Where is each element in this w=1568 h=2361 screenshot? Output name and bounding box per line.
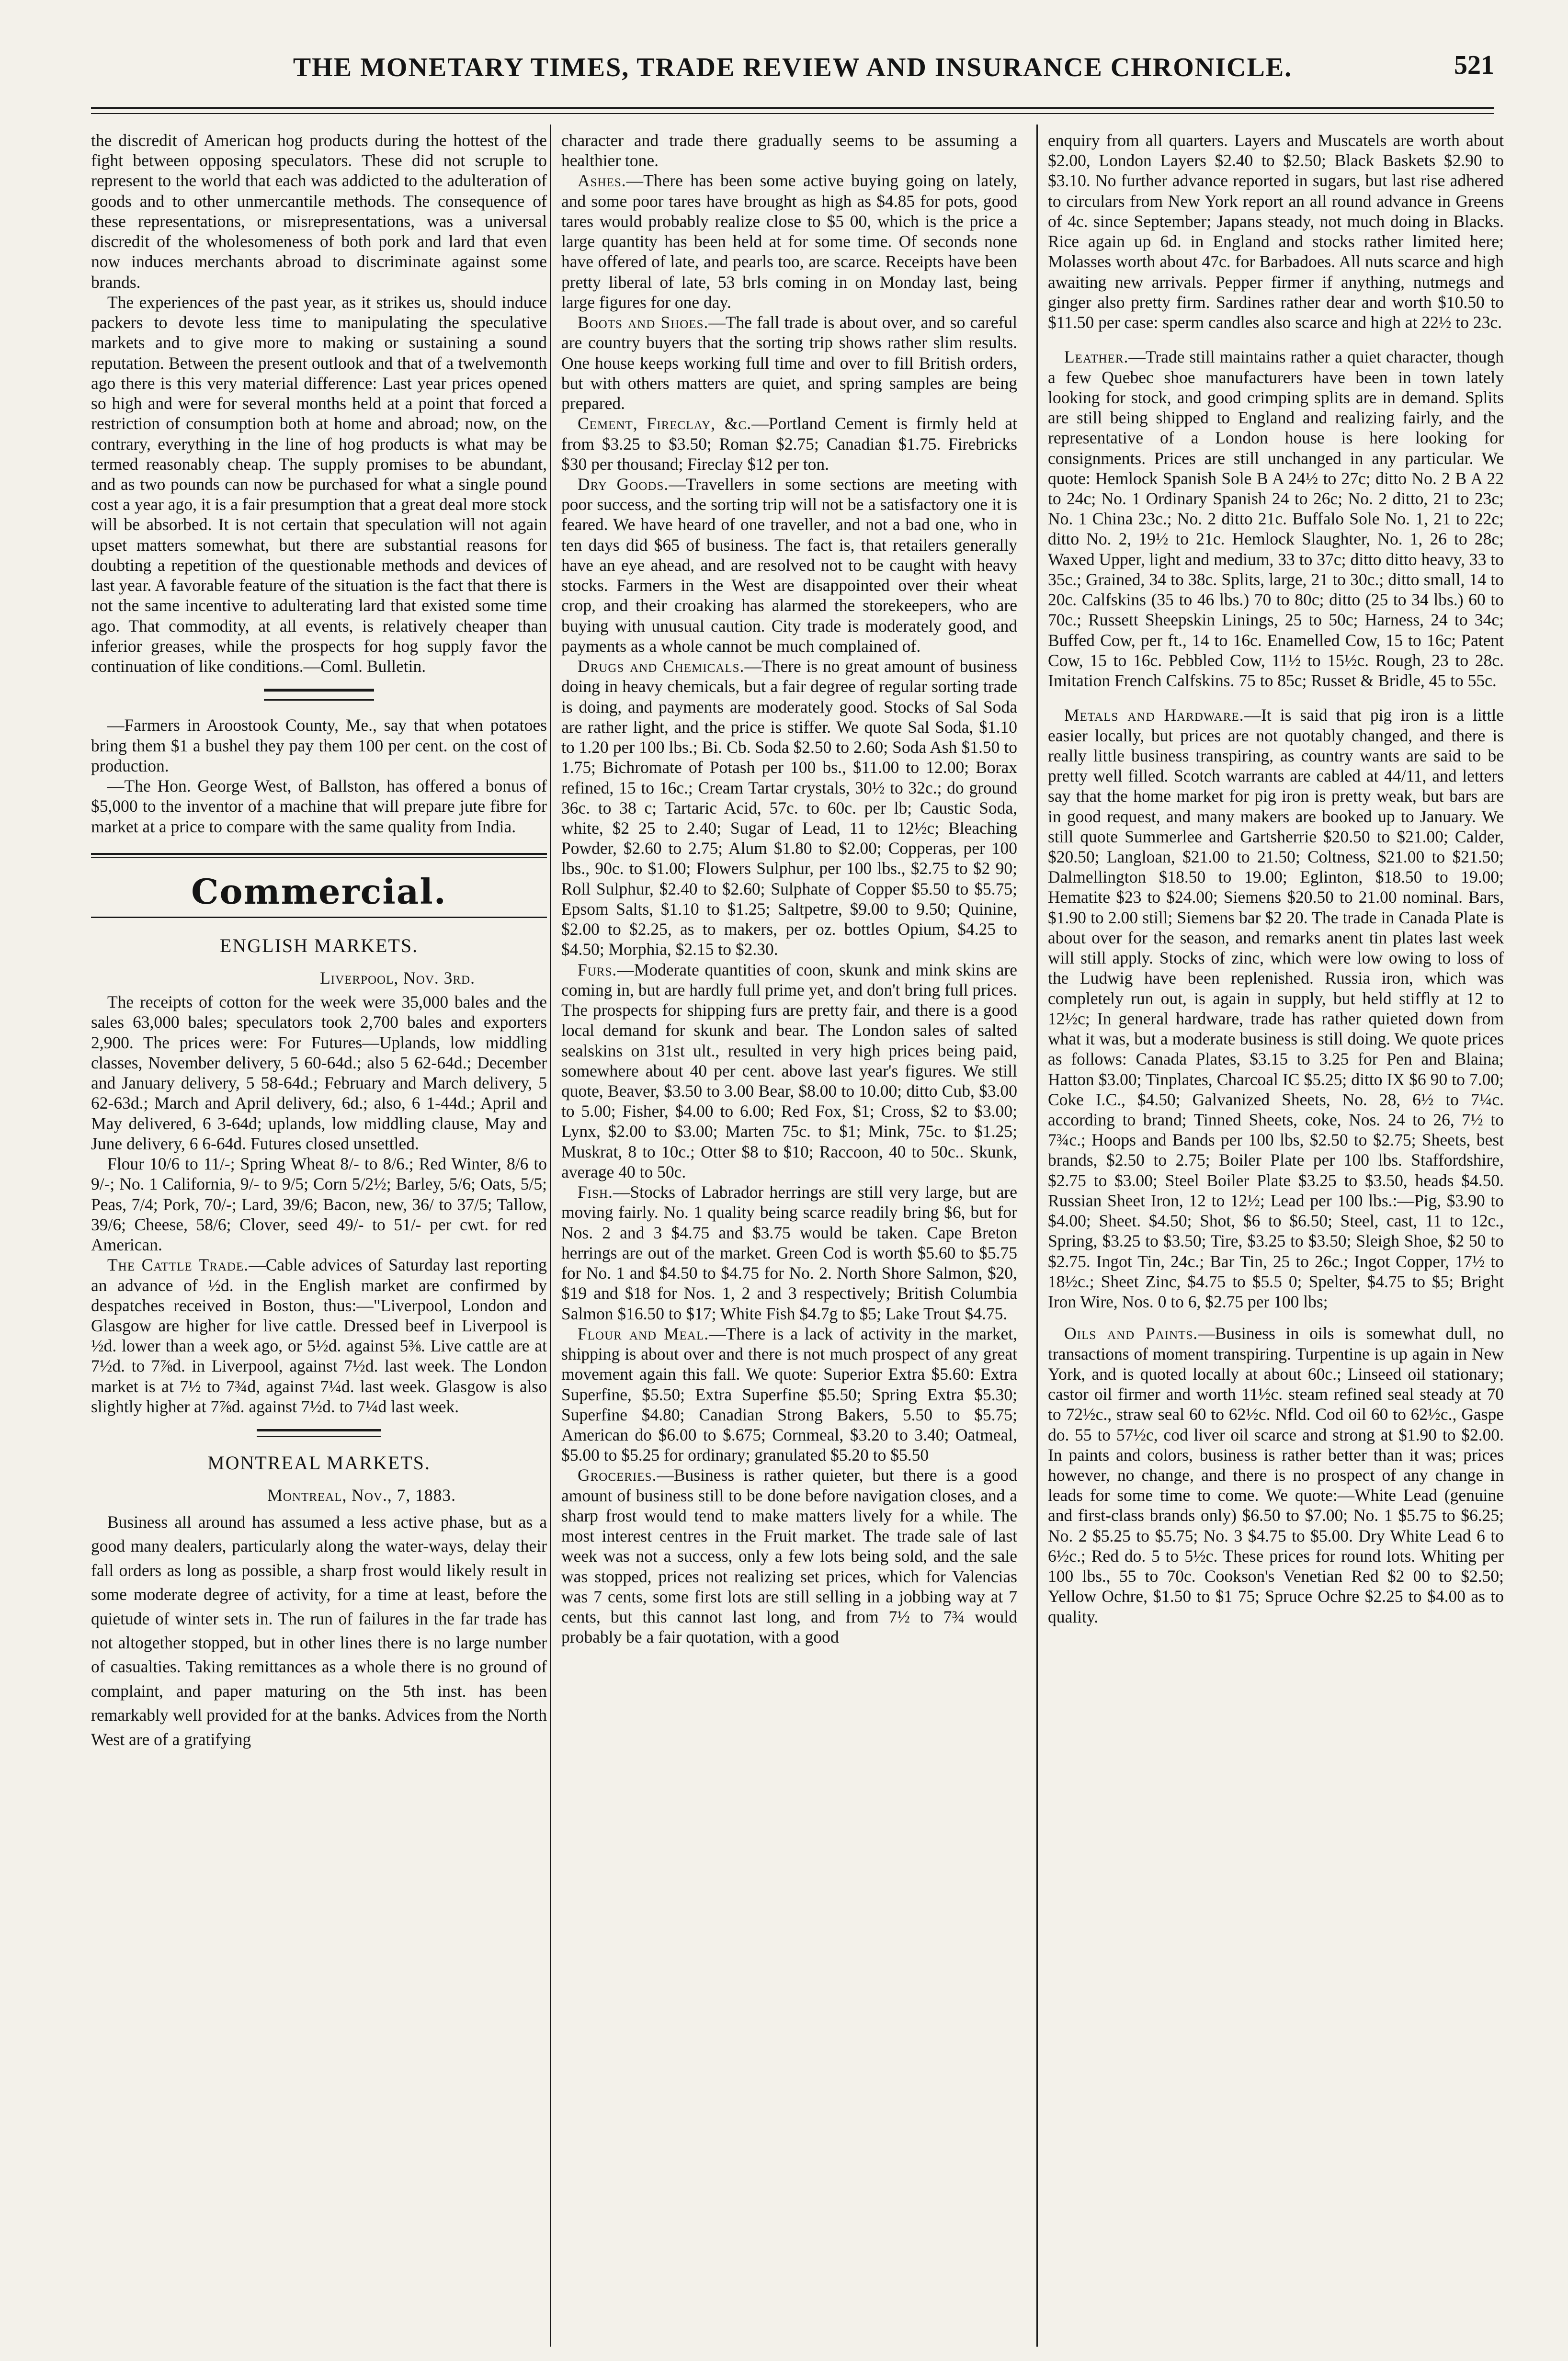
market-fish: Fish.—Stocks of Labrador herrings are still very large, but are moving fairly. No. 1 quality being scarce readily bring $6, but for Nos. 2 and 3 $4.75 and $3.75 would be taken. Cape Breton herrings are out of the market. Green Cod is worth $5.60 to $5.75 for No. 1 and $4.50 to $4.75 for No. 2. North Shore Salmon, $20, $19 and $18 for Nos. 1, 2 and 3 respectively; British Columbia Salmon $16.50 to $17; White Fish $4.7g to $5; Lake Trout $4.75. [561,1182,1017,1323]
article-paragraph: enquiry from all quarters. Layers and Muscatels are worth about $2.00, London Layers $2.40 to $2.50; Black Baskets $2.90 to $3.10. No further advance reported in sugars, but last rise adhered to circulars from New York report an all round advance in Greens of 4c. since September; Japans steady, not much doing in Blacks. Rice again up 6d. in England and stocks rather limited here; Molasses worth about 47c. for Barbadoes. All nuts scarce and high awaiting new arrivals. Pepper firmer if anything, nutmegs and ginger also pretty firm. Sardines rather dear and worth $10.50 to $11.50 per case: sperm candles also scarce and high at 22½ to 23c. [1048,131,1504,332]
market-boots-shoes: Boots and Shoes.—The fall trade is about over, and so careful are country buyers that the sorting trip shows rather slim results. One house keeps working full time and over to fill British orders, but with others matters are quiet, and spring samples are being prepared. [561,313,1017,413]
news-item: —The Hon. George West, of Ballston, has offered a bonus of $5,000 to the inventor of a machine that will prepare jute fibre for market at a price to compare with the same quality from India. [91,776,547,836]
article-paragraph: The experiences of the past year, as it strikes us, should induce packers to devote less time to manipulating the speculative markets and to give more to making or sustaining a sound reputation. Between the present outlook and that of a twelvemonth ago there is this very material difference: Last year prices opened so high and were for several months held at a point that forced a restriction of consumption both at home and abroad; now, on the contrary, everything in the line of hog products is what may be termed reasonably cheap. The supply promises to be abundant, and as two pounds can now be purchased for what a single pound cost a year ago, it is a fair presumption that a great deal more stock will be absorbed. It is not certain that speculation will not again upset matters somewhat, but there are substantial reasons for doubting a repetition of the questionable methods and devices of last year. A favorable feature of the situation is the fact that there is not the same incentive to adulterating lard that existed some time ago. That commodity, at all events, is relatively cheaper than inferior greases, while the prospects for hog supply favor the continuation of like conditions.—Coml. Bulletin. [91,292,547,676]
section-rule [91,853,547,855]
section-title-commercial: Commercial. [191,871,447,912]
column-3 [1048,130,1504,2348]
section-rule-thin [91,857,547,858]
article-paragraph: The receipts of cotton for the week were 35,000 bales and the sales 63,000 bales; speculators took 2,700 bales and exporters 2,900. The prices were: For Futures—Uplands, low middling classes, November delivery, 5 60-64d.; also 5 62-64d.; December and January delivery, 5 58-64d.; February and March delivery, 5 62-63d.; March and April delivery, 6d.; also, 6 1-44d.; April and May delivered, 6 3-64d; uplands, low middling clause, May and June delivery, 6 6-64d. Futures closed unsettled. [91,992,547,1153]
market-furs: Furs.—Moderate quantities of coon, skunk and mink skins are coming in, but are hardly full prime yet, and don't bring full prices. The prospects for shipping furs are pretty fair, and there is a good local demand for skunk and bear. The London sales of salted sealskins on 31st ult., resulted in very high prices being paid, somewhere about 40 per cent. above last year's figures. We still quote, Beaver, $3.50 to 3.00 Bear, $8.00 to 10.00; ditto Cub, $3.00 to 5.00; Fisher, $4.00 to 6.00; Red Fox, $1; Cross, $2 to $3.00; Lynx, $2.00 to $3.00; Marten 75c. to $1; Mink, 75c. to $1.25; Muskrat, 8 to 10c.; Otter $8 to $10; Raccoon, 40 to 50c.. Skunk, average 40 to 50c. [561,960,1017,1181]
header-rule [91,107,1494,109]
market-drugs-chemicals: Drugs and Chemicals.—There is no great amount of business doing in heavy chemicals, but a fair degree of regular sorting trade is doing, and payments are moderately good. Stocks of Sal Soda are rather light, and the price is stiffer. We quote Sal Soda, $1.10 to 1.20 per 100 lbs.; Bi. Cb. Soda $2.50 to 2.60; Soda Ash $1.50 to 1.75; Bichromate of Potash per 100 bs., $11.00 to 12.00; Borax refined, 15 to 16c.; Cream Tartar crystals, 30½ to 32c.; do ground 36c. to 38 c; Tartaric Acid, 57c. to 60c. per lb; Caustic Soda, white, $2 25 to 2.40; Sugar of Lead, 11 to 12½c; Bleaching Powder, $2.60 to 2.75; Alum $1.80 to $2.00; Copperas, per 100 lbs., 90c. to $1.00; Flowers Sulphur, per 100 lbs., $2.75 to $2 90; Roll Sulphur, $2.40 to $2.60; Sulphate of Copper $5.50 to $5.75; Epsom Salts, $1.10 to $1.25; Saltpetre, $9.00 to 9.50; Quinine, $2.00 to $2.25, as to makers, per oz. bottles Opium, $4.25 to $4.50; Morphia, $2.15 to $2.30. [561,657,1017,959]
article-paragraph: character and trade there gradually seems to be assuming a healthier tone. [561,131,1017,170]
market-oils-paints: Oils and Paints.—Business in oils is somewhat dull, no transactions of moment transpiring. Turpentine is up again in New York, and is quoted locally at about 60c.; Linseed oil stationary; castor oil firmer and worth 11½c. steam refined seal steady at 70 to 72½c., straw seal 60 to 62½c. Nfld. Cod oil 60 to 62½c., Gaspe do. 55 to 57½c, cod liver oil scarce and strong at $1.90 to $2.00. In paints and colors, business is rather better than it was; prices however, no change, and there is no prospect of any change in leads for some time to come. We quote:—White Lead (genuine and first-class brands only) $6.50 to $7.00; No. 1 $5.75 to $6.25; No. 2 $5.25 to $5.75; No. 3 $4.75 to $5.00. Dry White Lead 6 to 6½c.; Red do. 5 to 5½c. These prices for round lots. Whiting per 100 lbs., 55 to 70c. Cookson's Venetian Red $2 00 to $2.50; Yellow Ochre, $1.50 to $1 75; Spruce Ochre $2.25 to $4.00 as to quality. [1048,1324,1504,1626]
heading-english-markets: ENGLISH MARKETS. [219,935,419,957]
page-number: 521 [1454,50,1494,80]
article-paragraph: The Cattle Trade.—Cable advices of Saturday last reporting an advance of ½d. in the English market are confirmed by despatches received in Boston, thus:—"Liverpool, London and Glasgow are higher for live cattle. Dressed beef in Liverpool is ½d. lower than a week ago, or 5½d. against 5⅜. Live cattle are at 7½d. to 7⅞d. in Liverpool, against 7½d. last week. The London market is at 7½ to 7¾d, against 7¼d. last week. Glasgow is also slightly higher at 7⅞d. against 7½d. to 7¼d last week. [91,1255,547,1416]
market-dry-goods: Dry Goods.—Travellers in some sections are meeting with poor success, and the sorting trip will not be a satisfactory one it is feared. We have heard of one traveller, and not a bad one, who in ten days did $65 of business. The fact is, that retailers generally have an eye ahead, and are resolved not to be caught with heavy stocks. Farmers in the West are disappointed over their wheat crop, and their croaking has alarmed the storekeepers, who are buying with unusual caution. City trade is moderately good, and payments as a whole cannot be much complained of. [561,474,1017,656]
article-paragraph: Flour 10/6 to 11/-; Spring Wheat 8/- to 8/6.; Red Winter, 8/6 to 9/-; No. 1 California, 9/- to 9/5; Corn 5/2½; Barley, 5/6; Oats, 5/5; Peas, 7/4; Pork, 70/-; Lard, 39/6; Bacon, new, 36/ to 37/5; Tallow, 39/6; Cheese, 58/6; Clover, seed 49/- to 51/- per cwt. for red American. [91,1154,547,1255]
heading-montreal-markets: MONTREAL MARKETS. [207,1452,431,1474]
market-leather: Leather.—Trade still maintains rather a quiet character, though a few Quebec shoe manufacturers have been in town lately looking for stock, and good crimping splits are in demand. Splits are still being shipped to England and realizing fairly, and the representative of a London house is here looking for consignments. Prices are still unchanged in any particular. We quote: Hemlock Spanish Sole B A 24½ to 27c; ditto No. 2 B A 22 to 24c; No. 1 Ordinary Spanish 24 to 26c; No. 2 ditto, 21 to 23c; No. 1 China 23c.; No. 2 ditto 21c. Buffalo Sole No. 1, 21 to 22c; ditto No. 2, 19½ to 21c. Hemlock Slaughter, No. 1, 26 to 28c; Waxed Upper, light and medium, 33 to 37c; ditto ditto heavy, 33 to 35c.; Grained, 34 to 38c. Splits, large, 21 to 30c.; ditto small, 14 to 20c. Calfskins (35 to 46 lbs.) 70 to 80c; ditto (25 to 34 lbs.) 60 to 70c.; Russett Sheepskin Linings, 25 to 50c; Harness, 24 to 34c; Buffed Cow, per ft., 14 to 16c. Enamelled Cow, 15 to 16c; Patent Cow, 15 to 16c. Pebbled Cow, 11½ to 15½c. Rough, 23 to 28c. Imitation French Calfskins. 75 to 85c; Russet & Bridle, 45 to 55c. [1048,347,1504,691]
article-paragraph: the discredit of American hog products during the hottest of the fight between opposing speculators. These did not scruple to represent to the world that each was addicted to the adulteration of goods and to other unmercantile methods. The consequence of these representations, or misrepresentations, was a universal discredit of the wholesomeness of both pork and lard that even now induces merchants abroad to discriminate against some brands. [91,131,547,292]
column-rule-2 [1036,125,1038,2347]
section-rule [91,917,547,918]
dateline-montreal: Montreal, Nov., 7, 1883. [267,1485,456,1505]
column-rule-1 [550,125,551,2347]
market-cement: Cement, Fireclay, &c.—Portland Cement is firmly held at from $3.25 to $3.50; Roman $2.75; Canadian $1.75. Firebricks $30 per thousand; Fireclay $12 per ton. [561,414,1017,474]
dateline-liverpool: Liverpool, Nov. 3rd. [320,968,475,988]
paragraph-lead: The Cattle Trade. [107,1255,249,1275]
article-paragraph: Business all around has assumed a less active phase, but as a good many dealers, particularly along the water-ways, delay their fall orders as long as possible, a sharp frost would likely result in some moderate degree of activity, for a time at least, before the quietude of winter sets in. The run of failures in the far trade has not altogether stopped, but in other lines there is no large number of casualties. Taking remittances as a whole there is no ground of complaint, and paper maturing on the 5th inst. has been remarkably well provided for at the banks. Advices from the North West are of a gratifying [91,1512,547,1749]
market-ashes: Ashes.—There has been some active buying going on lately, and some poor tares have brought as high as $4.85 for pots, good tares would probably realize close to $5 00, which is the price a large quantity has been held at for some time. Of seconds none have offered of late, and pearls too, are scarce. Receipts have been pretty liberal of late, 53 brls coming in on Monday last, being large figures for one day. [561,171,1017,312]
column-2 [561,130,1017,2348]
page-title: THE MONETARY TIMES, TRADE REVIEW AND INSURANCE CHRONICLE. [293,53,1293,82]
page-header [91,41,1494,94]
market-groceries: Groceries.—Business is rather quieter, but there is a good amount of business still to be done before navigation closes, and a sharp frost would tend to make matters lively for a while. The most interest centres in the Fruit market. The trade sale of last week was not a success, only a few lots being sold, and the sale was stopped, prices not realizing set prices, which for Valencias was 7 cents, some first lots are still selling in a jobbing way at 7 cents, but this cannot last long, and from 7½ to 7¾ would probably be a fair quotation, with a good [561,1465,1017,1647]
market-flour-meal: Flour and Meal.—There is a lack of activity in the market, shipping is about over and there is not much prospect of any great movement again this fall. We quote: Superior Extra $5.60: Extra Superfine, $5.50; Extra Superfine $5.50; Spring Extra $5.30; Superfine $4.80; Canadian Strong Bakers, 5.50 to $5.75; American do $6.00 to $.675; Cornmeal, $3.20 to 3.40; Oatmeal, $5.00 to $5.25 for ordinary; granulated $5.20 to $5.50 [561,1324,1017,1465]
news-item: —Farmers in Aroostook County, Me., say that when potatoes bring them $1 a bushel they pay them 100 per cent. on the cost of production. [91,715,547,775]
market-metals-hardware: Metals and Hardware.—It is said that pig iron is a little easier locally, but prices are not quotably changed, and there is really little business transpiring, as country wants are said to be pretty well filled. Scotch warrants are cabled at 44/11, and letters say that the home market for pig iron is pretty weak, but bars are in good request, and many makers are booked up to January. We still quote Summerlee and Gartsherrie $20.50 to $21.00; Calder, $20.50; Langloan, $21.00 to 21.50; Coltness, $21.00 to $21.50; Dalmellington $18.50 to 19.00; Eglinton, $18.50 to 19.00; Hematite $23 to $24.00; Siemens $20.50 to 21.00 nominal. Bars, $1.90 to 2.00 still; Siemens bar $2 20. The trade in Canada Plate is about over for the season, and remarks anent tin plates last week will still apply. Stocks of zinc, which were low owing to loss of the Ludwig have been replenished. Russia iron, which was completely run out, is again in supply, but held stiffly at 12 to 12½c; In general hardware, trade has rather quieted down from what it was, but a moderate business is still doing. We quote prices as follows: Canada Plates, $3.15 to 3.25 for Pen and Blaina; Hatton $3.00; Tinplates, Charcoal IC $5.25; ditto IX $6 90 to 7.00; Coke I.C., $4.50; Galvanized Sheets, No. 28, 6½ to 7¼c. according to brand; Tinned Sheets, coke, Nos. 24 to 26, 7½ to 7¾c.; Hoops and Bands per 100 lbs, $2.50 to $2.75; Sheets, best brands, $2.50 to 2.75; Boiler Plate per 100 lbs. Staffordshire, $2.75 to $3.00; Steel Boiler Plate $3.25 to $3.50, heads $4.50. Russian Sheet Iron, 12 to 12½; Lead per 100 lbs.:—Pig, $3.90 to $4.00; Sheet. $4.50; Shot, $6 to $6.50; Steel, cast, 11 to 12c., Spring, $3.25 to $3.50; Tire, $3.25 to $3.50; Sleigh Shoe, $2 50 to $2.75. Ingot Tin, 24c.; Bar Tin, 25 to 26c.; Ingot Copper, 17½ to 18½c.; Sheet Zinc, $4.75 to $5.5 0; Spelter, $4.75 to $5; Bright Iron Wire, Nos. 0 to 6, $2.75 per 100 lbs; [1048,705,1504,1312]
column-1 [91,130,547,2348]
ornamental-divider [91,689,547,701]
ornamental-divider [91,1429,547,1437]
header-rule-thin [91,113,1494,114]
